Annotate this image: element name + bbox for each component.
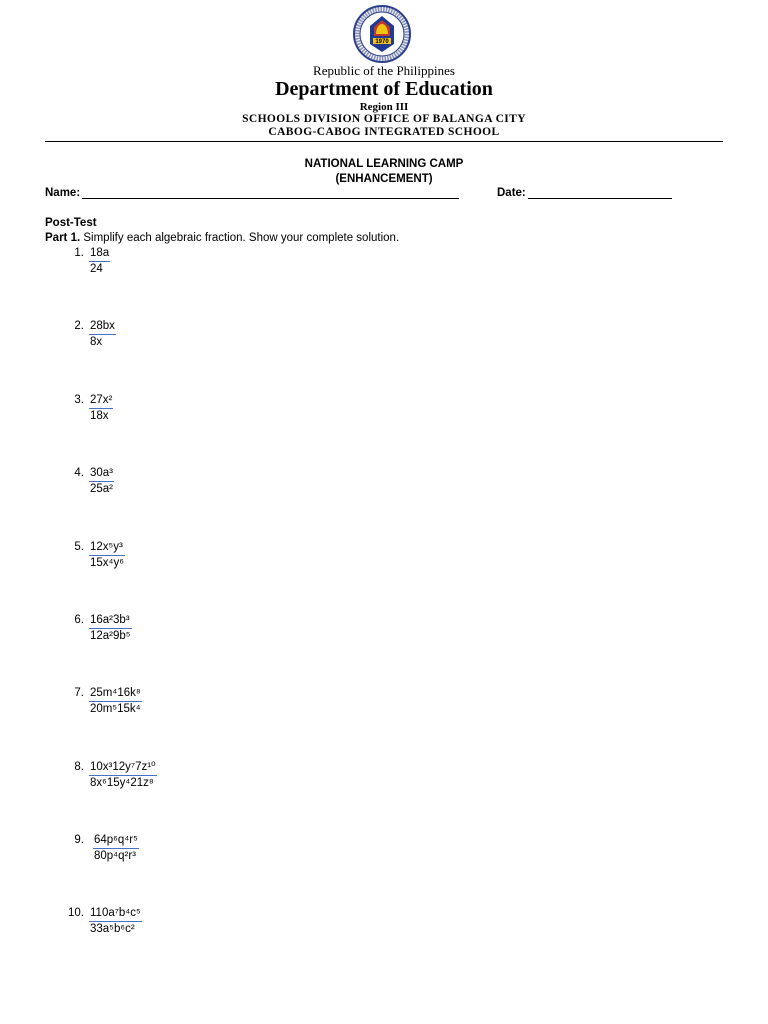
problem-number: 6. — [74, 614, 84, 626]
date-field[interactable] — [497, 187, 672, 199]
algebraic-fraction — [89, 467, 114, 496]
fraction-denominator: 80p⁴q²r³ — [94, 850, 137, 862]
problem-item — [0, 467, 768, 507]
seal-year: 1970 — [375, 39, 389, 45]
problem-number: 1. — [74, 247, 84, 259]
algebraic-fraction — [89, 761, 157, 790]
fraction-denominator: 15x⁴y⁶ — [90, 557, 124, 569]
problem-item — [0, 761, 768, 801]
problem-item — [0, 907, 768, 947]
algebraic-fraction — [93, 834, 139, 863]
fraction-denominator: 20m⁵15k⁴ — [90, 703, 141, 715]
worksheet-title: NATIONAL LEARNING CAMP — [304, 158, 464, 170]
fraction-denominator: 24 — [90, 263, 103, 275]
fraction-numerator: 16a²3b³ — [89, 614, 132, 629]
school-heading: CABOG-CABOG INTEGRATED SCHOOL — [268, 126, 500, 138]
fraction-numerator: 28bx — [89, 320, 116, 335]
name-label: Name: — [45, 187, 81, 199]
problem-item — [0, 614, 768, 654]
algebraic-fraction — [89, 687, 142, 716]
fraction-denominator: 12a²9b⁵ — [90, 630, 131, 642]
instruction-text: Simplify each algebraic fraction. Show your complete solution. — [83, 232, 400, 244]
problem-item — [0, 687, 768, 727]
fraction-denominator: 8x⁶15y⁴21z⁸ — [90, 777, 154, 789]
problem-number: 10. — [68, 907, 84, 919]
name-field[interactable] — [45, 187, 459, 199]
header-divider — [45, 141, 723, 142]
problem-item — [0, 394, 768, 434]
fraction-numerator: 18a — [89, 247, 110, 262]
problem-number: 4. — [74, 467, 84, 479]
problem-item — [0, 541, 768, 581]
post-test-label: Post-Test — [45, 217, 97, 229]
algebraic-fraction — [89, 247, 110, 276]
problem-number: 9. — [74, 834, 84, 846]
problem-number: 7. — [74, 687, 84, 699]
department-heading: Department of Education — [275, 78, 493, 100]
date-label: Date: — [497, 187, 526, 199]
algebraic-fraction — [89, 320, 116, 349]
division-heading: SCHOOLS DIVISION OFFICE OF BALANGA CITY — [242, 113, 526, 125]
deped-seal-icon — [346, 4, 418, 64]
fraction-denominator: 25a² — [90, 483, 114, 495]
part-label: Part 1. — [45, 232, 81, 244]
name-blank-line[interactable] — [82, 187, 459, 199]
problem-number: 5. — [74, 541, 84, 553]
problem-item — [0, 320, 768, 360]
part-instruction — [45, 232, 399, 244]
republic-heading: Republic of the Philippines — [313, 63, 455, 78]
problem-item — [0, 834, 768, 874]
fraction-denominator: 18x — [90, 410, 109, 422]
fraction-numerator: 25m⁴16k⁸ — [89, 687, 142, 702]
fraction-numerator: 12x⁵y³ — [89, 541, 125, 556]
worksheet-subtitle: (ENHANCEMENT) — [335, 173, 433, 185]
problem-number: 3. — [74, 394, 84, 406]
problem-item — [0, 247, 768, 287]
algebraic-fraction — [89, 394, 113, 423]
problem-number: 2. — [74, 320, 84, 332]
problem-number: 8. — [74, 761, 84, 773]
algebraic-fraction — [89, 541, 125, 570]
date-blank-line[interactable] — [528, 187, 672, 199]
fraction-numerator: 64p⁶q⁴r⁵ — [93, 834, 139, 849]
algebraic-fraction — [89, 614, 132, 643]
fraction-denominator: 8x — [90, 336, 103, 348]
fraction-numerator: 110a⁷b⁴c⁵ — [89, 907, 142, 922]
fraction-denominator: 33a⁵b⁶c² — [90, 923, 135, 935]
region-heading: Region III — [359, 101, 409, 113]
fraction-numerator: 10x³12y⁷7z¹⁰ — [89, 761, 157, 776]
algebraic-fraction — [89, 907, 142, 936]
fraction-numerator: 27x² — [89, 394, 113, 409]
fraction-numerator: 30a³ — [89, 467, 114, 482]
